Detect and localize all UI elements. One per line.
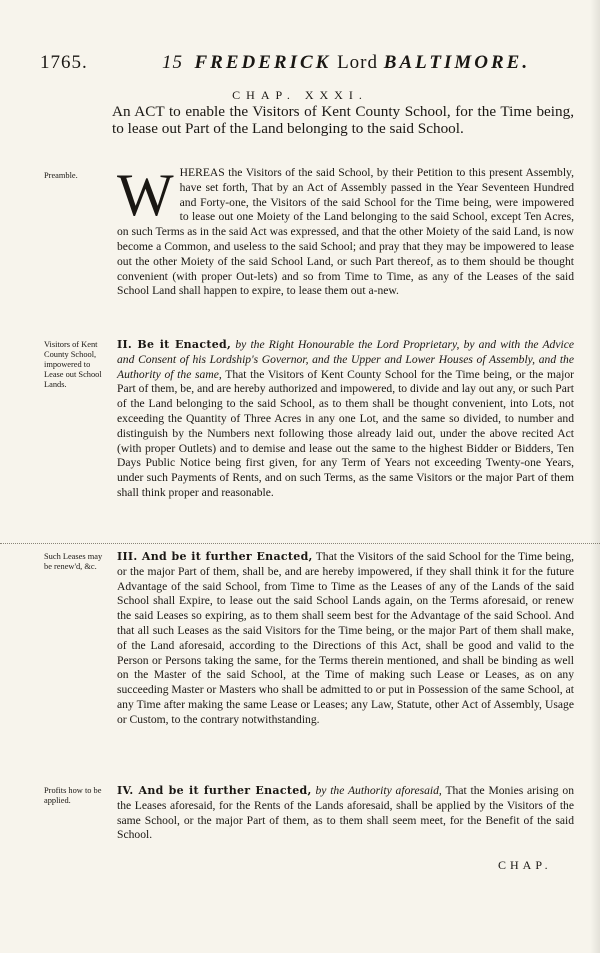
section-3-lead: III. And be it further Enacted,: [117, 550, 313, 563]
page-edge-shadow: [590, 0, 600, 953]
section-4-lead: IV. And be it further Enacted,: [117, 784, 312, 797]
running-title-name: FREDERICK: [194, 52, 332, 73]
section-2-lead: II. Be it Enacted,: [117, 338, 232, 351]
section-2-enacting-clause: by the Right Honourable the Lord Proprietary, by and with the Advice and Consent of his Lordship's Governor, and the Upper and Lower Houses of Assembly, and the Authority of the same,: [117, 338, 575, 381]
year: 1765.: [40, 52, 88, 73]
chapter-number: CHAP. XXXI.: [232, 88, 368, 102]
margin-note-section-2: Visitors of Kent County School, impowered to Lease out School Lands.: [44, 340, 102, 389]
section-4-text: That the Monies arising on the Leases aforesaid, for the Rents of the Lands aforesaid, shall be applied by the Visitors of the same School, or the major Part of them, as to them shall seem meet, for the Benefit of the said School.: [117, 784, 574, 842]
section-3-text: That the Visitors of the said School for the Time being, or the major Part of them, shall be, and are hereby impowered, if they shall think it for the future Advantage of the said School, from Time to Time as the Leases of any of the Lands of the said School shall Expire, to lease out the said School Lands again, on the Terms aforesaid, or renew the said Leases so expiring, as to them shall seem best for the Advantage of the said School. And that all such Leases as the said Visitors for the Time being, or the major Part of them shall make, of the Land aforesaid, according to the Directions of this Act, shall be good and valid to the Person or Persons taking the same, for the Terms therein mentioned, and shall be binding as well on the Master of the said School, at the Time of making such Lease or Leases, as on any succeeding Master or Masters who shall be admitted to or put in Possession of the same School, at any Time after making the same Lease or Leases; any Law, Statute, other Act of Assembly, Usage or Custom, to the contrary notwithstanding.: [117, 550, 574, 726]
running-header: [40, 52, 560, 78]
section-4-paragraph: [117, 784, 574, 843]
act-title: An ACT to enable the Visitors of Kent County School, for the Time being, to lease out Part of the Land belonging to the said School.: [112, 103, 574, 137]
drop-cap: W: [117, 162, 174, 228]
page-number: 15: [162, 52, 183, 73]
catchword: CHAP.: [498, 858, 552, 872]
section-3-paragraph: [117, 550, 574, 728]
section-2-text: That the Visitors of Kent County School for the Time being, or the major Part of them, be, and are hereby authorized and impowered, to divide and lay out any, or such Part of the Land belonging to the said School, as to them shall be thought convenient, into Lots, not exceeding the Quantity of Three Acres in any one Lot, and the same so divided, to number and distinguish by the Numbers next following those already laid out, under the above recited Act (with proper Outlets) and to demise and lease out the same to the highest Bidder or Bidders, Ten Days Public Notice being first given, for any Term of Years not exceeding Twenty-one Years, under such Payments of Rents, and on such Terms, as the same Visitors or the major Part of them shall think proper and reasonable.: [117, 367, 574, 499]
margin-note-section-3: Such Leases may be renew'd, &c.: [44, 552, 103, 571]
preamble-text: HEREAS the Visitors of the said School, by their Petition to this present Assembly, have set forth, That by an Act of Assembly passed in the Year Seventeen Hundred and Forty-one, the Visitors of the said School for the Time being, were impowered to lease out one Moiety of the Land belonging to the said School, except Ten Acres, on such Terms as in the said Act was expressed, and that the other Moiety of the said Land, is now become a Common, and useless to the said School; and pray that they may be impowered to lease out the other Moiety of the said School Land, or such Part thereof, as to them should be thought convenient (with proper Out-lets) and so from Time to Time, as any of the Leases of the said School Land shall happen to expire, to lease them out a-new.: [117, 166, 574, 298]
margin-note-preamble: Preamble.: [44, 171, 78, 180]
running-title-surname: BALTIMORE.: [383, 52, 531, 73]
divider: [0, 543, 600, 544]
section-2-paragraph: [117, 338, 574, 501]
preamble-paragraph: [117, 162, 574, 299]
margin-note-section-4: Profits how to be applied.: [44, 786, 102, 805]
section-4-enacting-clause: by the Authority aforesaid,: [315, 784, 442, 797]
running-title-lord: Lord: [337, 52, 379, 73]
running-title: [162, 52, 530, 74]
